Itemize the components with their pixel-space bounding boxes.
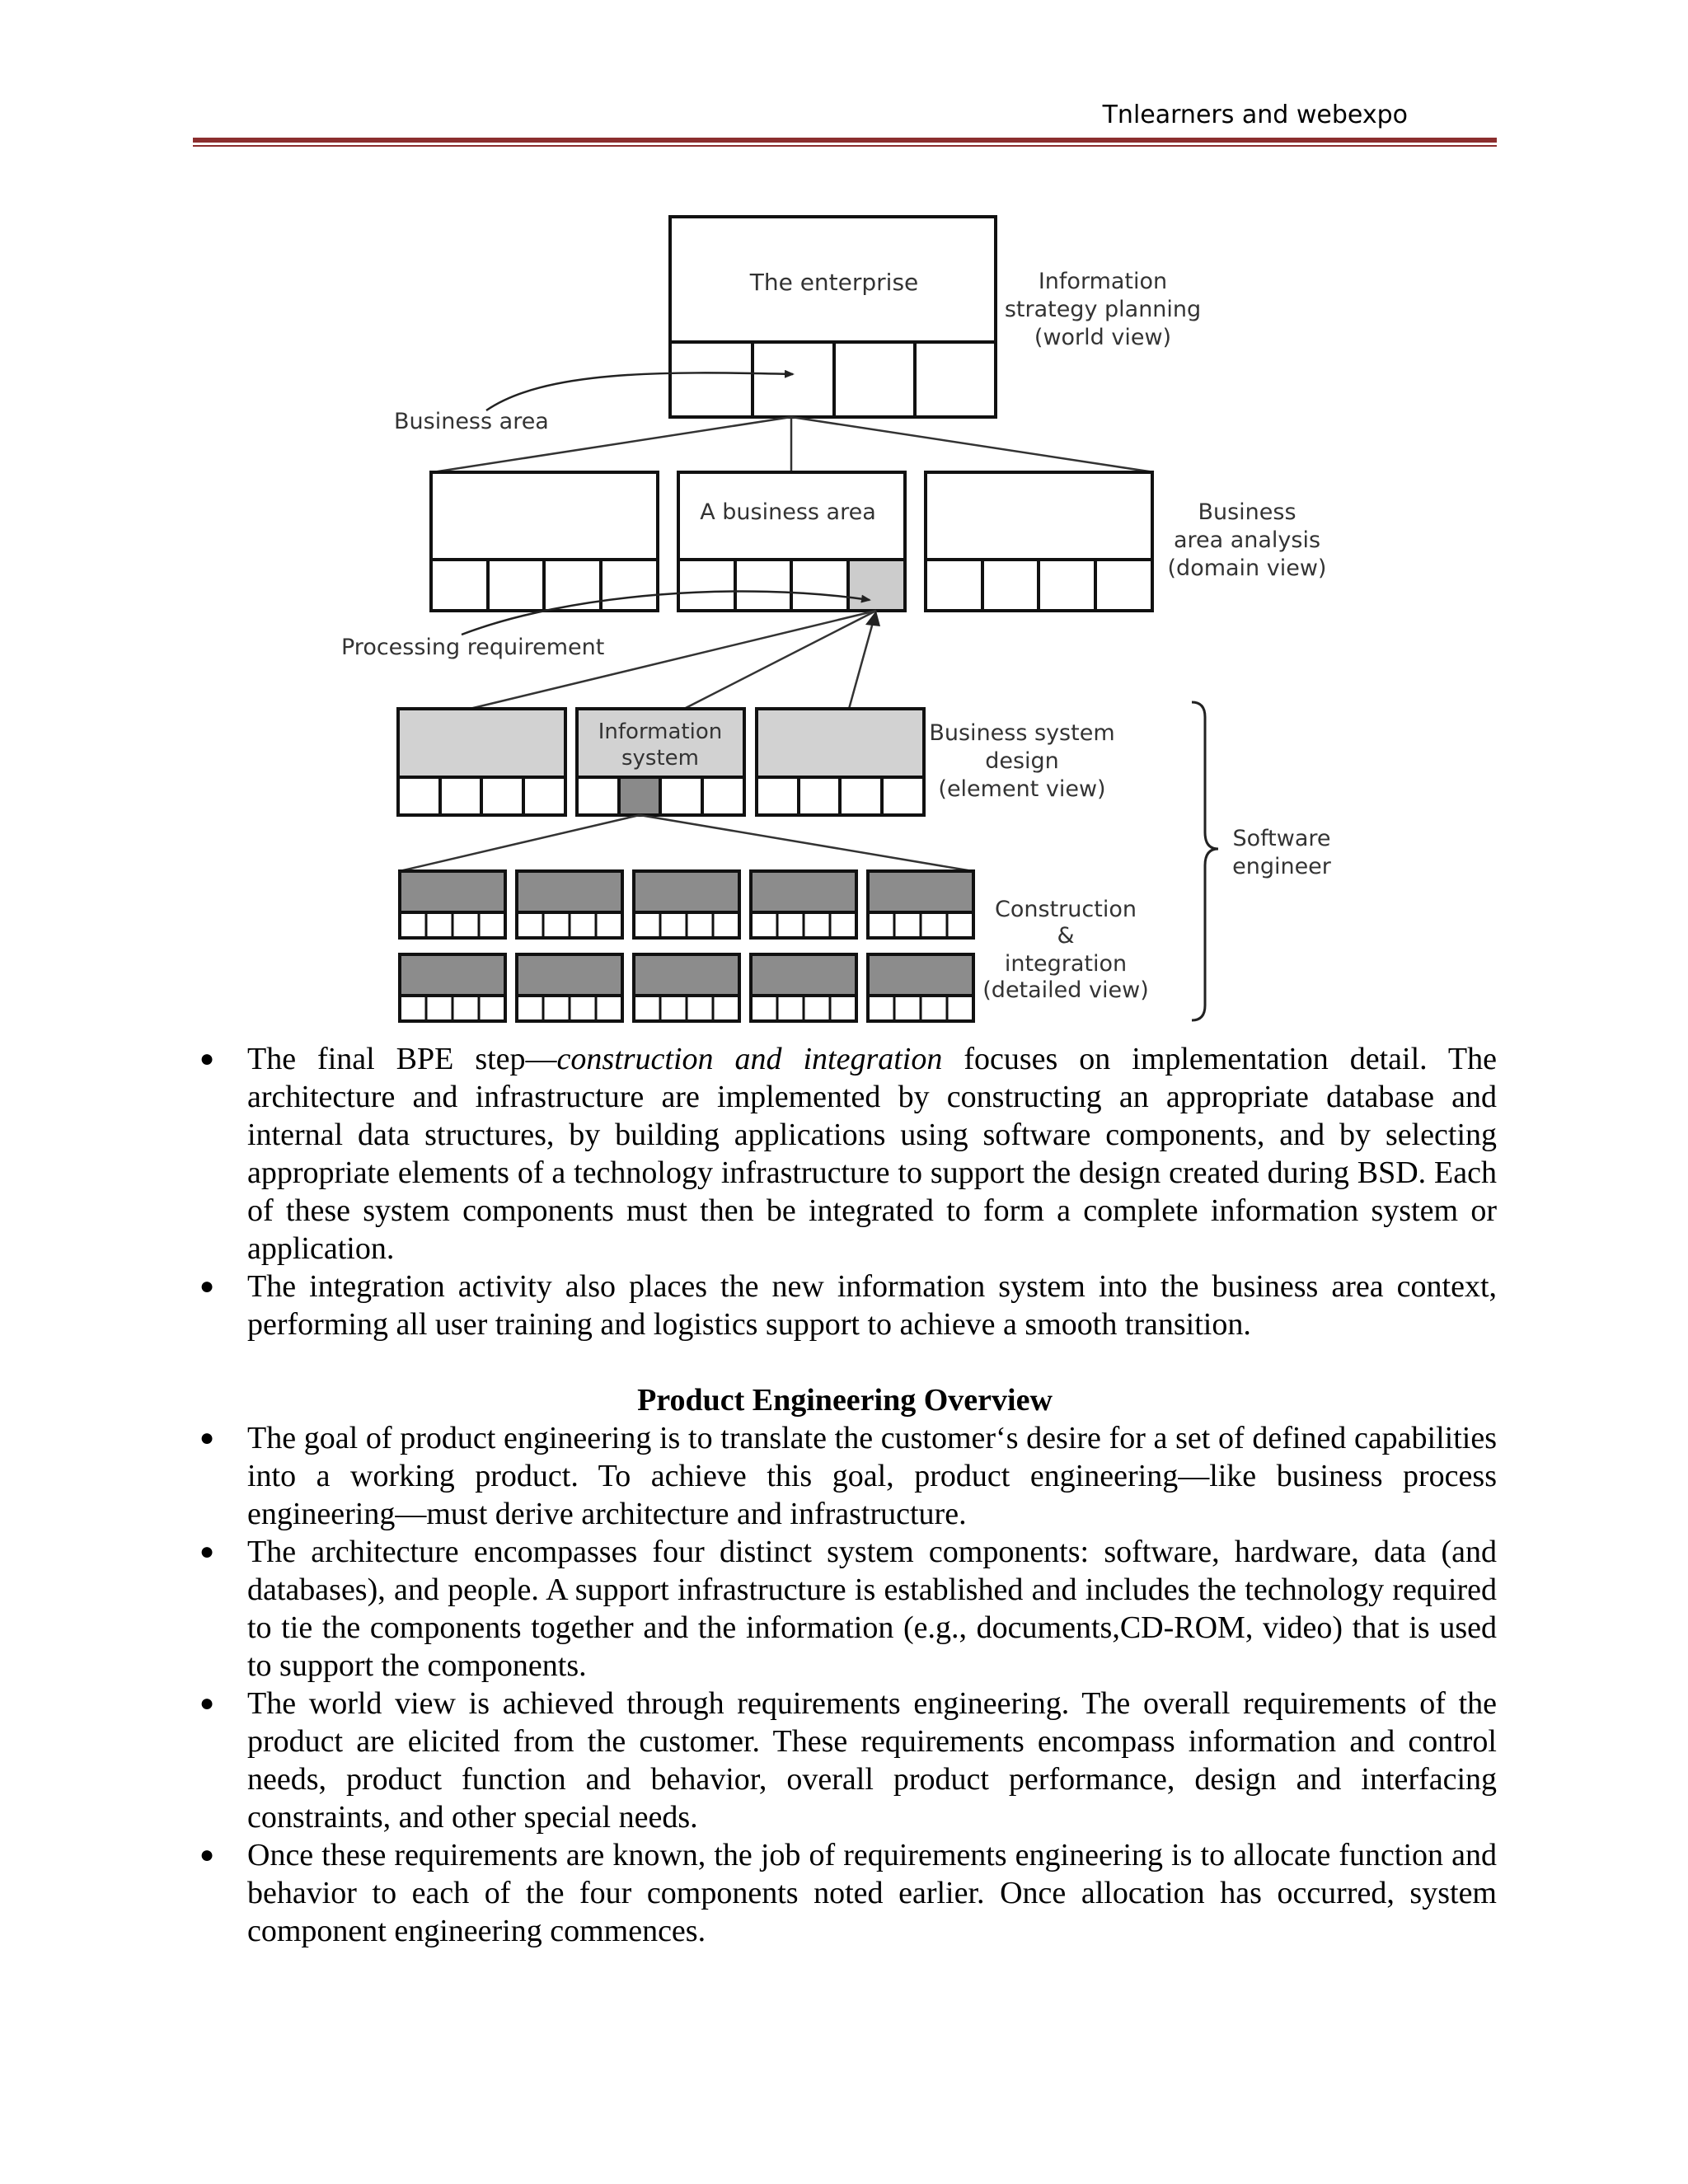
information-system-label-line2: system: [621, 746, 699, 771]
ci-label-line2: &: [1057, 923, 1075, 949]
bullet-dot: ●: [199, 1045, 215, 1072]
section-title: Product Engineering Overview: [637, 1383, 1053, 1418]
software-engineer-brace: [1192, 702, 1218, 1020]
bsd-label-line1: Business system: [929, 720, 1115, 746]
bullet-dot: ●: [199, 1538, 215, 1565]
ci-label-line1: Construction: [995, 897, 1137, 922]
business-area-box-center: [678, 472, 905, 611]
tree-connectors-level3: [400, 815, 973, 871]
isp-label-line1: Information: [1038, 269, 1168, 294]
business-area-pointer-label: Business area: [394, 409, 549, 434]
a-business-area-label: A business area: [700, 499, 876, 525]
component-module: [868, 954, 973, 1021]
bpe-bullet-list: [193, 1040, 1497, 1343]
isp-label-line2: strategy planning: [1004, 297, 1202, 322]
ci-label-line3: integration: [1004, 951, 1128, 977]
component-module: [517, 871, 622, 938]
bullet-dot: ●: [199, 1690, 215, 1717]
component-module: [868, 871, 973, 938]
business-system-box-right: [757, 709, 924, 815]
list-item: ● The world view is achieved through requirements engineering. The overall requirements of the product are elicited from the customer. These requirements encompass information and control needs, product function and behavior, overall product performance, design and interfacing constraints, and other special needs.: [199, 1686, 1497, 1835]
information-system-label-line1: Information: [598, 719, 723, 744]
bullet-dot: ●: [199, 1272, 215, 1300]
bullet-dot: ●: [199, 1841, 215, 1868]
enterprise-box: [670, 217, 996, 417]
baa-label-line2: area analysis: [1173, 527, 1321, 553]
product-engineering-bullet-list: [193, 1419, 1497, 1950]
list-item: ● Once these requirements are known, the job of requirements engineering is to allocate function and behavior to each of the four components noted earlier. Once allocation has occurred, system component engineering commences.: [199, 1838, 1497, 1948]
software-engineer-label-line1: Software: [1232, 826, 1331, 851]
business-area-box-left: [431, 472, 658, 611]
ci-label-line4: (detailed view): [982, 977, 1149, 1003]
baa-label-line1: Business: [1198, 499, 1296, 525]
component-module: [634, 954, 739, 1021]
enterprise-label: The enterprise: [749, 269, 919, 296]
list-item: ● The architecture encompasses four distinct system components: software, hardware, data (and databases), and people. A support infrastructure is established and includes the technology required to tie the components together and the information (e.g., documents,CD-ROM, video) that is used to support the components.: [199, 1535, 1497, 1683]
list-item: ● The goal of product engineering is to translate the customer‘s desire for a set of defined capabilities into a working product. To achieve this goal, product engineering—like business process engineering—must derive architecture and infrastructure.: [199, 1421, 1497, 1531]
component-module: [400, 954, 505, 1021]
software-engineer-label-line2: engineer: [1232, 854, 1331, 879]
page-header-title: Tnlearners and webexpo: [1102, 101, 1408, 129]
bsd-label-line2: design: [985, 748, 1059, 774]
processing-requirement-label: Processing requirement: [341, 635, 605, 660]
bpe-hierarchy-diagram: [0, 0, 1688, 1030]
business-system-box-left: [398, 709, 565, 815]
isp-label-line3: (world view): [1034, 325, 1172, 350]
component-module: [634, 871, 739, 938]
construction-component-grid: [400, 871, 973, 1021]
bullet-dot: ●: [199, 1424, 215, 1451]
bsd-label-line3: (element view): [938, 776, 1106, 802]
component-module: [751, 954, 856, 1021]
business-area-box-right: [926, 472, 1152, 611]
business-system-box-center: [577, 709, 744, 815]
component-module: [400, 871, 505, 938]
component-module: [517, 954, 622, 1021]
document-body: [193, 1040, 1497, 1950]
list-item: ● The integration activity also places the new information system into the business area context, performing all user training and logistics support to achieve a smooth transition.: [199, 1269, 1497, 1342]
component-module: [751, 871, 856, 938]
list-item: ● The final BPE step—construction and integration focuses on implementation detail. The architecture and infrastructure are implemented by constructing an appropriate database and internal data structures, by building applications using software components, and by selecting appropriate elements of a technology infrastructure to support the design created during BSD. Each of these system components must then be integrated to form a complete information system or application.: [199, 1042, 1498, 1266]
baa-label-line3: (domain view): [1167, 555, 1327, 581]
